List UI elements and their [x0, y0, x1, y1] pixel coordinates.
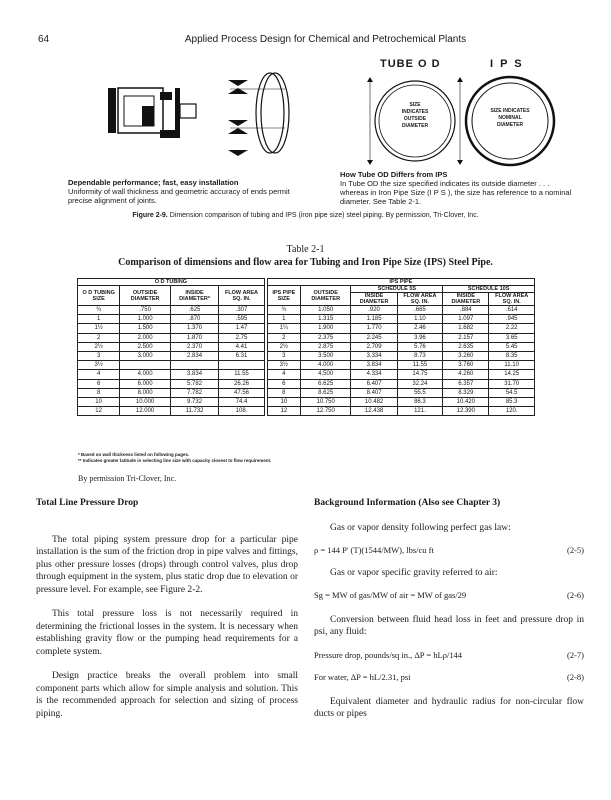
- table-cell: 2.46: [397, 324, 443, 333]
- table-cell: 2.245: [351, 333, 397, 342]
- equation-2-5: ρ = 144 P' (T)(1544/MW), lbs/cu ft (2-5): [314, 545, 584, 555]
- size-note-left: SIZE INDICATES OUTSIDE DIAMETER: [401, 102, 429, 129]
- table-cell: 8.625: [300, 388, 351, 397]
- dimension-table: [77, 278, 535, 416]
- col-header: O D TUBING SIZE: [78, 286, 120, 306]
- right-column: [314, 497, 584, 721]
- table-cell: 8: [267, 388, 300, 397]
- table-cell: 3.334: [351, 351, 397, 360]
- table-title: Table 2-1: [286, 244, 325, 255]
- table-cell: .884: [443, 306, 489, 315]
- table-cell: 3: [78, 351, 120, 360]
- table-cell: .870: [170, 315, 218, 324]
- equation-2-8: For water, ΔP = hL/2.31, psi (2-8): [314, 672, 584, 682]
- table-cell: 5.782: [170, 379, 218, 388]
- table-cell: .595: [219, 315, 265, 324]
- table-cell: 4: [78, 370, 120, 379]
- table-cell: 8: [78, 388, 120, 397]
- right-figure-caption: How Tube OD Differs from IPS In Tube OD the size specified indicates its outside diameter . . . whereas in Iron Pipe Size (I P S ), the size has reference to a nominal diameter. See Table 2-1.: [340, 170, 572, 206]
- table-cell: 55.5: [397, 388, 443, 397]
- table-cell: 4.000: [300, 361, 351, 370]
- group-header-schedule-10s: SCHEDULE 10S: [443, 286, 535, 293]
- tube-od-label: TUBE O D: [380, 58, 441, 70]
- table-cell: 1.10: [397, 315, 443, 324]
- fittings-illustration: [100, 58, 300, 168]
- table-cell: 2.157: [443, 333, 489, 342]
- table-cell: 1.185: [351, 315, 397, 324]
- table-cell: 26.26: [219, 379, 265, 388]
- table-cell: .945: [489, 315, 535, 324]
- table-cell: 3.65: [489, 333, 535, 342]
- table-cell: 6.625: [300, 379, 351, 388]
- table-cell: 12.390: [443, 407, 489, 416]
- table-cell: 1.682: [443, 324, 489, 333]
- table-cell: 2.875: [300, 342, 351, 351]
- table-cell: 10: [267, 397, 300, 406]
- table-cell: 2.709: [351, 342, 397, 351]
- table-cell: 1.770: [351, 324, 397, 333]
- table-cell: 11.55: [219, 370, 265, 379]
- table-cell: 54.5: [489, 388, 535, 397]
- table-cell: 4.500: [300, 370, 351, 379]
- col-header: INSIDE DIAMETER: [351, 293, 397, 306]
- table-cell: 1½: [78, 324, 120, 333]
- table-cell: 4.260: [443, 370, 489, 379]
- table-cell: 2.000: [120, 333, 171, 342]
- table-row: [78, 315, 535, 324]
- table-cell: 1.47: [219, 324, 265, 333]
- table-subtitle: Comparison of dimensions and flow area for Tubing and Iron Pipe Size (IPS) Steel Pipe.: [118, 257, 493, 268]
- table-cell: 4.334: [351, 370, 397, 379]
- table-cell: 85.3: [489, 397, 535, 406]
- col-header: INSIDE DIAMETER*: [170, 286, 218, 306]
- table-cell: 3.760: [443, 361, 489, 370]
- section-heading: Background Information (Also see Chapter 3): [314, 498, 501, 508]
- group-header-ips: IPS PIPE: [267, 279, 534, 286]
- table-cell: 1.315: [300, 315, 351, 324]
- table-cell: 1.000: [120, 315, 171, 324]
- figure-caption: Figure 2-9. Dimension comparison of tubing and IPS (iron pipe size) steel piping. By permission, Tri-Clover, Inc.: [132, 212, 479, 219]
- group-header-tubing: O D TUBING: [78, 279, 265, 286]
- table-cell: 10.000: [120, 397, 171, 406]
- table-row: [78, 324, 535, 333]
- table-cell: 14.75: [397, 370, 443, 379]
- table-cell: 4: [267, 370, 300, 379]
- table-cell: 4.000: [120, 370, 171, 379]
- table-cell: 8.73: [397, 351, 443, 360]
- table-cell: 6: [78, 379, 120, 388]
- col-header: FLOW AREA SQ. IN.: [397, 293, 443, 306]
- table-cell: 1.500: [120, 324, 171, 333]
- table-cell: 1: [267, 315, 300, 324]
- table-cell: 1¼: [267, 324, 300, 333]
- table-cell: 2: [267, 333, 300, 342]
- table-cell: 8.000: [120, 388, 171, 397]
- table-cell: 10.420: [443, 397, 489, 406]
- table-row: [78, 361, 535, 370]
- col-header: OUTSIDE DIAMETER: [300, 286, 351, 306]
- table-cell: 10: [78, 397, 120, 406]
- col-header: INSIDE DIAMETER: [443, 293, 489, 306]
- table-row: [78, 342, 535, 351]
- table-cell: 5.76: [397, 342, 443, 351]
- col-header: FLOW AREA SQ. IN.: [219, 286, 265, 306]
- paragraph: Design practice breaks the overall problem into small component parts which allow for simple analysis and solution. This is the recommended approach for selection and sizing of process piping.: [36, 671, 298, 719]
- left-figure-caption: Dependable performance; fast, easy installation Uniformity of wall thickness and geometric accuracy of ends permit precise alignment of joints.: [68, 178, 290, 205]
- table-cell: 86.3: [397, 397, 443, 406]
- table-cell: 2½: [78, 342, 120, 351]
- table-cell: 4.41: [219, 342, 265, 351]
- table-permission: By permission Tri-Clover, Inc.: [78, 474, 177, 483]
- page-number: 64: [38, 34, 50, 45]
- table-cell: 3.000: [120, 351, 171, 360]
- table-cell: 6.31: [219, 351, 265, 360]
- table-cell: 2.500: [120, 342, 171, 351]
- table-cell: 6.000: [120, 379, 171, 388]
- paragraph: Gas or vapor density following perfect gas law:: [330, 522, 511, 533]
- table-footnote: ** Indicates greater latitude in selecting line size with capacity closest to flow requirement.: [78, 458, 272, 463]
- table-cell: 1.900: [300, 324, 351, 333]
- table-cell: .614: [489, 306, 535, 315]
- table-row: [78, 407, 535, 416]
- table-cell: .307: [219, 306, 265, 315]
- table-cell: 108.: [219, 407, 265, 416]
- table-cell: 14.25: [489, 370, 535, 379]
- table-cell: 3.260: [443, 351, 489, 360]
- table-cell: 2.834: [170, 351, 218, 360]
- table-row: [78, 397, 535, 406]
- table-cell: 1.370: [170, 324, 218, 333]
- paragraph: Equivalent diameter and hydraulic radius for non-circular flow ducts or pipes: [314, 696, 584, 719]
- table-cell: 3.500: [300, 351, 351, 360]
- table-cell: .750: [120, 306, 171, 315]
- table-cell: 3½: [78, 361, 120, 370]
- table-body: [78, 306, 535, 416]
- left-column: [36, 497, 298, 720]
- table-cell: 31.70: [489, 379, 535, 388]
- table-row: [78, 333, 535, 342]
- table-cell: 12.000: [120, 407, 171, 416]
- table-cell: 1.050: [300, 306, 351, 315]
- table-cell: 3.96: [397, 333, 443, 342]
- table-cell: 6.407: [351, 379, 397, 388]
- table-cell: 6: [267, 379, 300, 388]
- size-note-right: SIZE INDICATES NOMINAL DIAMETER: [490, 108, 530, 128]
- table-cell: 74.4: [219, 397, 265, 406]
- table-cell: 3: [267, 351, 300, 360]
- table-footnote: * Based on wall thickness listed on following pages.: [78, 452, 190, 457]
- table-cell: 3½: [267, 361, 300, 370]
- table-cell: 2.635: [443, 342, 489, 351]
- paragraph: This total pressure loss is not necessarily required in determining the frictional losses in the system. It is necessary when establishing gravity flow or the pumping head requirements for a complete system.: [36, 609, 298, 657]
- table-cell: 12: [78, 407, 120, 416]
- table-cell: [120, 361, 171, 370]
- table-row: [78, 306, 535, 315]
- table-cell: 12.438: [351, 407, 397, 416]
- paragraph: Gas or vapor specific gravity referred to air:: [330, 567, 498, 578]
- table-cell: .665: [397, 306, 443, 315]
- col-header: IPS PIPE SIZE: [267, 286, 300, 306]
- table-cell: 3.834: [170, 370, 218, 379]
- table-cell: ¾: [267, 306, 300, 315]
- table-cell: 3.834: [351, 361, 397, 370]
- running-title: Applied Process Design for Chemical and Petrochemical Plants: [184, 34, 467, 45]
- table-cell: 2.22: [489, 324, 535, 333]
- table-cell: 8.407: [351, 388, 397, 397]
- table-cell: 11.732: [170, 407, 218, 416]
- table-row: [78, 351, 535, 360]
- table-row: [78, 370, 535, 379]
- table-cell: 1.097: [443, 315, 489, 324]
- table-cell: 12: [267, 407, 300, 416]
- table-cell: .920: [351, 306, 397, 315]
- table-cell: 9.732: [170, 397, 218, 406]
- col-header: OUTSIDE DIAMETER: [120, 286, 171, 306]
- col-header: FLOW AREA SQ. IN.: [489, 293, 535, 306]
- table-cell: 47.56: [219, 388, 265, 397]
- table-cell: 8.35: [489, 351, 535, 360]
- table-cell: 2.375: [300, 333, 351, 342]
- equation-2-6: Sg = MW of gas/MW of air = MW of gas/29 (2-6): [314, 590, 584, 600]
- table-cell: 6.357: [443, 379, 489, 388]
- table-cell: ¾: [78, 306, 120, 315]
- table-cell: 1.870: [170, 333, 218, 342]
- table-cell: 10.482: [351, 397, 397, 406]
- table-cell: 32.24: [397, 379, 443, 388]
- table-cell: 120.: [489, 407, 535, 416]
- table-cell: 10.750: [300, 397, 351, 406]
- table-cell: [170, 361, 218, 370]
- table-cell: 2½: [267, 342, 300, 351]
- tube-od-ips-diagram: [360, 58, 575, 168]
- section-heading: Total Line Pressure Drop: [36, 498, 139, 508]
- table-cell: 2.370: [170, 342, 218, 351]
- table-cell: 8.329: [443, 388, 489, 397]
- paragraph: Conversion between fluid head loss in feet and pressure drop in psi, any fluid:: [314, 614, 584, 637]
- table-cell: 2: [78, 333, 120, 342]
- table-cell: 1: [78, 315, 120, 324]
- table-cell: .625: [170, 306, 218, 315]
- table-row: [78, 379, 535, 388]
- table-cell: 5.45: [489, 342, 535, 351]
- paragraph: The total piping system pressure drop for a particular pipe installation is the sum of the friction drop in pipe valves and fittings, plus other pressure losses (drops) through control valves, plus drop through equipment in the system, plus static drop due to elevation or pressure level. For example, see Figure 2-2.: [36, 534, 298, 595]
- equation-2-7: Pressure drop, pounds/sq in., ΔP = hLρ/144 (2-7): [314, 649, 584, 660]
- table-row: [78, 388, 535, 397]
- table-cell: 12.750: [300, 407, 351, 416]
- group-header-schedule-5s: SCHEDULE 5S: [351, 286, 443, 293]
- table-cell: 121.: [397, 407, 443, 416]
- table-cell: [219, 361, 265, 370]
- ips-label: I P S: [490, 58, 524, 70]
- table-cell: 11.55: [397, 361, 443, 370]
- table-cell: 2.75: [219, 333, 265, 342]
- table-cell: 7.782: [170, 388, 218, 397]
- table-cell: 11.10: [489, 361, 535, 370]
